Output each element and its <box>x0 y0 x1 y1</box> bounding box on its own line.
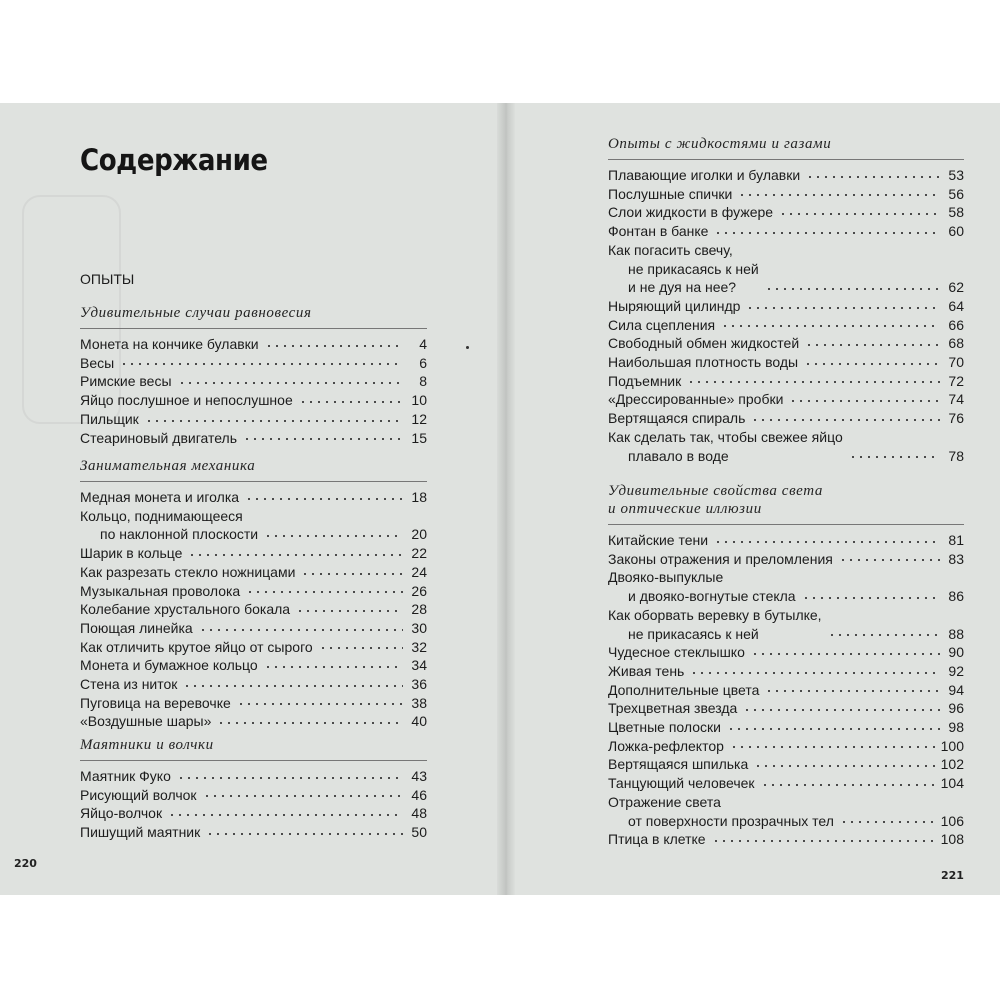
dot-leader <box>145 418 403 424</box>
toc-entry[interactable] <box>608 428 964 465</box>
left-page-number: 220 <box>14 857 37 870</box>
entry-title-line: Музыкальная проволока <box>80 582 241 599</box>
entry-page-number: 78 <box>948 447 964 464</box>
entry-title <box>608 662 684 681</box>
dot-leader <box>299 399 403 405</box>
entry-title-line: Плавающие иголки и булавки <box>608 167 801 183</box>
toc-entry[interactable] <box>80 712 427 731</box>
dot-leader <box>217 720 403 726</box>
entry-page-number: 96 <box>948 700 964 717</box>
toc-entry[interactable] <box>80 638 427 657</box>
entry-page-number: 70 <box>948 354 964 371</box>
entry-page-number: 40 <box>411 713 427 730</box>
entry-title <box>608 550 833 569</box>
entry-page-number: 6 <box>419 354 427 371</box>
entry-title-line: Пильщик <box>80 410 139 427</box>
dot-leader <box>183 683 403 689</box>
toc-entry[interactable] <box>608 755 964 774</box>
entry-page-number: 72 <box>948 372 964 389</box>
section-divider <box>80 328 427 329</box>
dot-leader <box>264 664 403 670</box>
dot-leader <box>738 192 940 198</box>
entry-page-number: 68 <box>948 335 964 352</box>
dot-leader <box>178 380 403 386</box>
entry-title <box>80 391 293 410</box>
entry-title-line: «Дрессированные» пробки <box>608 391 784 408</box>
dot-leader <box>245 496 403 502</box>
entry-title-line: Фонтан в банке <box>608 223 709 240</box>
entry-title-line: Цветные полоски <box>608 719 721 736</box>
entry-title-line: Монета и бумажное кольцо <box>80 657 258 674</box>
entry-page-number: 74 <box>948 391 964 408</box>
entry-title-line: Весы <box>80 354 115 371</box>
entry-page-number: 90 <box>948 644 964 661</box>
toc-entry[interactable] <box>80 582 427 601</box>
entry-title-line: Шарик в кольце <box>80 545 183 562</box>
entry-title-line: Поющая линейка <box>80 619 193 636</box>
entry-title-line: Законы отражения и преломления <box>608 550 833 567</box>
entry-page-number: 102 <box>940 756 964 773</box>
entry-title <box>80 372 172 391</box>
entry-title-line: по наклонной плоскости <box>100 526 259 543</box>
entry-title <box>608 316 715 335</box>
dot-leader <box>765 688 940 694</box>
entry-page-number: 36 <box>411 676 427 693</box>
entry-title-line: Как погасить свечу, <box>608 241 733 258</box>
toc-entry[interactable] <box>608 409 964 428</box>
entry-page-number: 62 <box>948 279 964 296</box>
dot-leader <box>246 589 403 595</box>
entry-title <box>80 619 193 638</box>
toc-section <box>80 457 427 731</box>
entry-title-line: Вертящаяся шпилька <box>608 756 749 773</box>
dot-leader <box>789 398 940 404</box>
dot-leader <box>751 651 940 657</box>
entry-page-number: 20 <box>411 526 427 543</box>
entry-title-line: Кольцо, поднимающееся <box>80 507 243 524</box>
dot-leader <box>802 595 940 601</box>
entry-title <box>608 334 799 353</box>
entry-title-line: Ныряющий цилиндр <box>608 297 741 314</box>
section-heading: Удивительные случаи равновесия <box>80 305 312 321</box>
entry-title-line: «Воздушные шары» <box>80 713 212 730</box>
entry-title-line: Колебание хрустального бокала <box>80 601 291 618</box>
entry-title <box>80 335 259 354</box>
toc-entry[interactable] <box>608 681 964 700</box>
entry-title <box>608 428 843 465</box>
page-title: Содержание <box>80 143 268 177</box>
entry-title-line: Вертящаяся спираль <box>608 410 746 427</box>
section-heading: Опыты с жидкостями и газами <box>608 136 832 152</box>
toc-entry[interactable] <box>608 699 964 718</box>
entry-page-number: 86 <box>948 588 964 605</box>
toc-entry[interactable] <box>608 222 964 241</box>
entry-title-line: Сила сцепления <box>608 316 716 333</box>
dot-leader <box>712 838 935 844</box>
toc-entry[interactable] <box>80 786 427 805</box>
entry-title <box>80 563 295 582</box>
entry-title-line: Монета на кончике булавки <box>80 336 259 352</box>
entry-page-number: 60 <box>948 223 964 240</box>
toc-section <box>80 736 427 842</box>
section-heading: Занимательная механика <box>80 458 256 474</box>
entry-title-line: Ложка-рефлектор <box>608 737 724 754</box>
section-divider <box>80 481 427 482</box>
entry-title-line: и двояко-вогнутые стекла <box>628 588 796 605</box>
entry-page-number: 34 <box>411 657 427 674</box>
toc-entry[interactable] <box>608 203 964 222</box>
dot-leader <box>779 211 940 217</box>
entry-title-line: Как разрезать стекло ножницами <box>80 563 296 580</box>
entry-page-number: 53 <box>948 167 964 183</box>
entry-title <box>80 582 240 601</box>
dot-leader <box>264 533 403 539</box>
dot-leader <box>177 775 403 781</box>
dot-leader <box>839 557 940 563</box>
entry-title <box>608 166 800 185</box>
dot-leader <box>754 763 934 769</box>
dot-leader <box>765 286 940 292</box>
toc-entry[interactable] <box>80 354 427 373</box>
dot-leader <box>761 782 935 788</box>
section-divider <box>80 760 427 761</box>
toc-entry[interactable] <box>608 606 964 643</box>
toc-entry[interactable] <box>608 390 964 409</box>
entry-title-line: Свободный обмен жидкостей <box>608 335 800 352</box>
entry-title-line: Стена из ниток <box>80 676 178 693</box>
entry-page-number: 76 <box>948 410 964 427</box>
dot-leader <box>206 831 403 837</box>
entry-title-line: Подъемник <box>608 372 682 389</box>
entry-title <box>80 767 171 786</box>
entry-page-number: 28 <box>411 601 427 618</box>
section-divider <box>608 524 964 525</box>
toc-entry[interactable] <box>608 185 964 204</box>
entry-page-number: 81 <box>948 532 964 548</box>
entry-title <box>80 675 177 694</box>
dot-leader <box>730 744 935 750</box>
entry-title <box>80 638 313 657</box>
dot-leader <box>714 230 940 236</box>
toc-entry[interactable] <box>608 643 964 662</box>
entry-title <box>80 410 139 429</box>
entry-page-number: 66 <box>948 316 964 333</box>
entry-title <box>80 823 200 842</box>
dot-leader <box>751 417 940 423</box>
toc-entry[interactable] <box>80 429 427 448</box>
entry-page-number: 24 <box>411 563 427 580</box>
entry-title <box>608 755 748 774</box>
entry-title <box>608 390 783 409</box>
section-divider <box>608 159 964 160</box>
toc-entry[interactable] <box>608 531 964 550</box>
entry-title-line: Чудесное стеклышко <box>608 644 745 661</box>
toc-section <box>80 304 427 447</box>
entry-page-number: 15 <box>411 429 427 446</box>
toc-entry[interactable] <box>608 718 964 737</box>
dot-leader <box>805 342 940 348</box>
entry-title-line: Трехцветная звезда <box>608 700 738 717</box>
dot-leader <box>828 632 940 638</box>
entry-title <box>608 793 834 830</box>
entry-page-number: 94 <box>948 681 964 698</box>
dot-leader <box>804 361 940 367</box>
entry-page-number: 43 <box>411 768 427 784</box>
entry-title-line: Маятник Фуко <box>80 768 171 784</box>
entry-title <box>80 488 239 507</box>
entry-title-line: Как оборвать веревку в бутылке, <box>608 606 822 623</box>
toc-entry[interactable] <box>80 823 427 842</box>
entry-title <box>80 507 258 544</box>
entry-title <box>608 531 708 550</box>
entry-title-line: Медная монета и иголка <box>80 489 240 505</box>
entry-title-line: Двояко-выпуклые <box>608 569 724 586</box>
entry-title <box>80 429 237 448</box>
entry-page-number: 26 <box>411 582 427 599</box>
entry-page-number: 18 <box>411 489 427 505</box>
entry-page-number: 22 <box>411 545 427 562</box>
entry-title <box>608 297 740 316</box>
toc-section <box>608 482 964 849</box>
toc-entry[interactable] <box>608 662 964 681</box>
entry-page-number: 46 <box>411 786 427 803</box>
entry-page-number: 8 <box>419 373 427 390</box>
entry-title-line: Птица в клетке <box>608 831 706 848</box>
toc-entry[interactable] <box>608 793 964 830</box>
entry-page-number: 56 <box>948 185 964 202</box>
dot-leader <box>690 670 940 676</box>
entry-title-line: от поверхности прозрачных тел <box>628 812 834 829</box>
entry-title <box>608 774 755 793</box>
entry-title-line: Живая тень <box>608 662 685 679</box>
toc-entry[interactable] <box>608 372 964 391</box>
entry-title <box>608 737 724 756</box>
entry-page-number: 83 <box>948 550 964 567</box>
dot-leader <box>743 707 940 713</box>
dot-leader <box>319 645 403 651</box>
entry-title-line: Послушные спички <box>608 185 733 202</box>
dot-leader <box>840 819 935 825</box>
entry-title <box>608 643 745 662</box>
dot-leader <box>687 379 940 385</box>
toc-entry[interactable] <box>80 694 427 713</box>
entry-title-line: Пуговица на веревочке <box>80 694 231 711</box>
toc-entry[interactable] <box>608 774 964 793</box>
dot-leader <box>120 361 403 367</box>
entry-title-line: Дополнительные цвета <box>608 681 760 698</box>
entry-page-number: 104 <box>940 775 964 792</box>
dot-leader <box>203 793 403 799</box>
toc-entry[interactable] <box>80 563 427 582</box>
dot-leader <box>727 726 940 732</box>
entry-title <box>608 606 822 643</box>
entry-title <box>80 544 182 563</box>
entry-title-line: Слои жидкости в фужере <box>608 204 774 221</box>
toc-entry[interactable] <box>608 550 964 569</box>
entry-page-number: 88 <box>948 625 964 642</box>
entry-title-line: не прикасаясь к ней <box>628 625 759 642</box>
entry-page-number: 58 <box>948 204 964 221</box>
toc-entry[interactable] <box>80 488 427 507</box>
toc-entry[interactable] <box>80 619 427 638</box>
section-heading: Удивительные свойства света и оптические иллюзии <box>608 483 823 517</box>
dot-leader <box>806 174 940 180</box>
entry-title-line: Танцующий человечек <box>608 775 755 792</box>
entry-title <box>608 241 759 297</box>
entry-title-line: плавало в воде <box>628 447 729 464</box>
toc-entry[interactable] <box>80 656 427 675</box>
toc-entry[interactable] <box>608 316 964 335</box>
entry-title-line: и не дуя на нее? <box>628 279 737 296</box>
entry-title-line: Стеариновый двигатель <box>80 429 238 446</box>
entry-title <box>608 409 745 428</box>
entry-title-line: Яйцо послушное и непослушное <box>80 392 293 409</box>
entry-page-number: 10 <box>411 392 427 409</box>
dot-leader <box>237 701 403 707</box>
toc-entry[interactable] <box>80 335 427 354</box>
toc-entry[interactable] <box>80 410 427 429</box>
entry-title-line: Римские весы <box>80 373 172 390</box>
entry-page-number: 106 <box>940 812 964 829</box>
dot-leader <box>296 608 403 614</box>
entry-title <box>80 804 162 823</box>
section-heading: Маятники и волчки <box>80 737 214 753</box>
dot-leader <box>746 305 940 311</box>
entry-title-line: Как отличить крутое яйцо от сырого <box>80 638 313 655</box>
entry-title <box>608 830 706 849</box>
toc-entry[interactable] <box>80 391 427 410</box>
entry-title <box>80 786 197 805</box>
entry-title-line: Пишущий маятник <box>80 824 201 841</box>
entry-title <box>80 712 211 731</box>
entry-title <box>608 718 721 737</box>
entry-page-number: 4 <box>419 336 427 352</box>
entry-page-number: 64 <box>948 297 964 314</box>
dot-leader <box>301 571 403 577</box>
entry-title <box>608 222 708 241</box>
entry-page-number: 30 <box>411 619 427 636</box>
toc-entry[interactable] <box>608 830 964 849</box>
dot-leader <box>714 539 940 545</box>
toc-entry[interactable] <box>80 372 427 391</box>
dot-leader <box>188 552 403 558</box>
entry-page-number: 38 <box>411 694 427 711</box>
entry-title-line: не прикасаясь к ней <box>628 260 759 277</box>
toc-section <box>608 135 964 465</box>
entry-page-number: 48 <box>411 805 427 822</box>
entry-title-line: Яйцо-волчок <box>80 805 163 822</box>
toc-entry[interactable] <box>80 804 427 823</box>
entry-title-line: Наибольшая плотность воды <box>608 354 799 371</box>
toc-entry[interactable] <box>608 166 964 185</box>
dot-leader <box>243 436 403 442</box>
entry-title-line: Отражение света <box>608 793 721 810</box>
toc-entry[interactable] <box>608 334 964 353</box>
entry-page-number: 92 <box>948 662 964 679</box>
toc-entry[interactable] <box>608 241 964 297</box>
book-gutter <box>497 103 515 895</box>
toc-entry[interactable] <box>80 675 427 694</box>
toc-entry[interactable] <box>80 507 427 544</box>
dot-leader <box>199 627 403 633</box>
dot-leader <box>849 454 940 460</box>
entry-title <box>608 185 732 204</box>
entry-title-line: Рисующий волчок <box>80 786 197 803</box>
entry-page-number: 108 <box>940 831 964 848</box>
entry-title <box>80 600 290 619</box>
toc-entry[interactable] <box>608 568 964 605</box>
entry-page-number: 98 <box>948 719 964 736</box>
entry-title <box>80 354 114 373</box>
toc-entry[interactable] <box>608 297 964 316</box>
toc-entry[interactable] <box>608 737 964 756</box>
entry-title <box>608 568 796 605</box>
entry-title <box>80 694 231 713</box>
entry-title-line: Китайские тени <box>608 532 709 548</box>
paper-speck <box>466 346 469 349</box>
entry-title <box>608 353 798 372</box>
entry-page-number: 12 <box>411 410 427 427</box>
dot-leader <box>265 343 403 349</box>
toc-entry[interactable] <box>608 353 964 372</box>
entry-page-number: 100 <box>940 737 964 754</box>
toc-entry[interactable] <box>80 767 427 786</box>
toc-entry[interactable] <box>80 544 427 563</box>
entry-title <box>608 699 737 718</box>
entry-title-line: Как сделать так, чтобы свежее яйцо <box>608 428 843 445</box>
entry-title <box>80 656 258 675</box>
entry-page-number: 32 <box>411 638 427 655</box>
toc-entry[interactable] <box>80 600 427 619</box>
dot-leader <box>168 812 403 818</box>
part-label: ОПЫТЫ <box>80 271 135 287</box>
right-page-number: 221 <box>941 869 964 882</box>
dot-leader <box>721 323 940 329</box>
entry-title <box>608 681 759 700</box>
entry-title <box>608 203 773 222</box>
entry-page-number: 50 <box>411 824 427 841</box>
entry-title <box>608 372 681 391</box>
